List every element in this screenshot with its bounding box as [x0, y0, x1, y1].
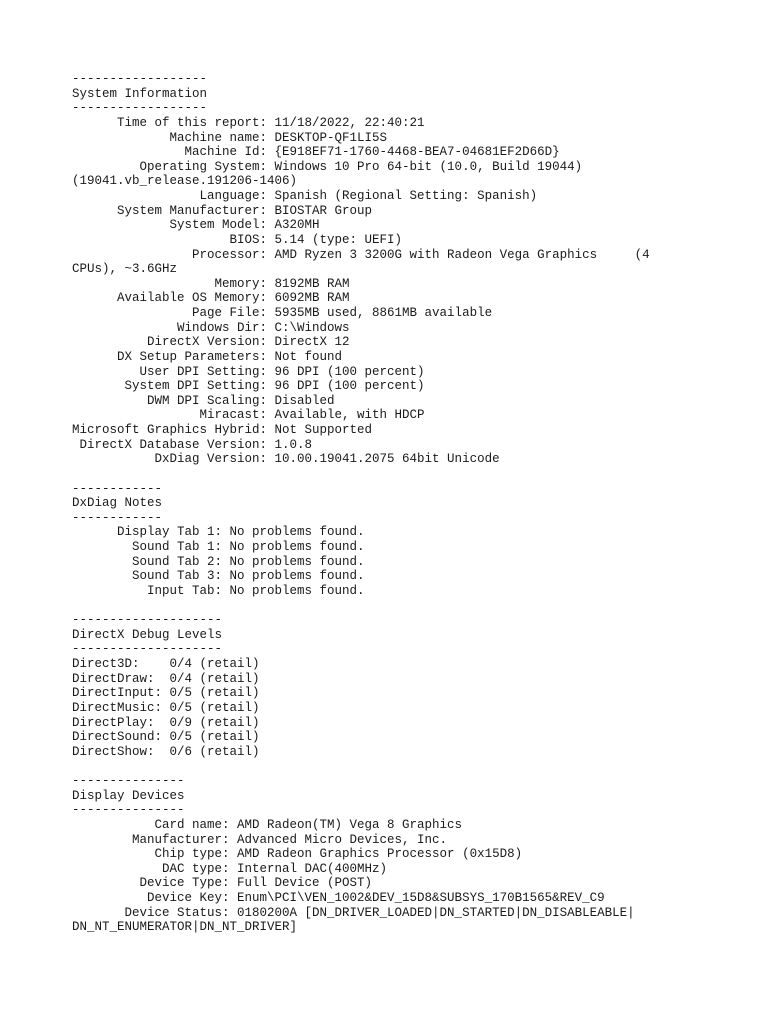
report-line: Sound Tab 1: No problems found.	[72, 540, 365, 554]
report-line: Processor: AMD Ryzen 3 3200G with Radeon Vega Graphics (4	[72, 247, 650, 262]
report-line: --------------------	[72, 642, 223, 657]
report-line: DWM DPI Scaling: Disabled	[72, 393, 335, 408]
report-line: Input Tab: No problems found.	[72, 583, 365, 598]
report-line: Microsoft Graphics Hybrid: Not Supported	[72, 423, 373, 437]
report-line: Available OS Memory: 6092MB RAM	[72, 291, 350, 306]
report-line: Page File: 5935MB used, 8861MB available	[72, 306, 493, 320]
report-line: System Manufacturer: BIOSTAR Group	[72, 203, 373, 218]
report-line: Display Devices	[72, 788, 185, 803]
report-line: Windows Dir: C:\Windows	[72, 320, 350, 335]
report-line: Chip type: AMD Radeon Graphics Processor (0x15D8)	[72, 847, 523, 862]
report-line	[72, 599, 650, 614]
report-line: Device Status: 0180200A [DN_DRIVER_LOADED|DN_STARTED|DN_DISABLEABLE|	[72, 905, 635, 920]
report-line: ---------------	[72, 803, 185, 818]
report-line: Sound Tab 2: No problems found.	[72, 554, 365, 569]
report-line	[72, 467, 650, 482]
report-line: Direct3D: 0/4 (retail)	[72, 657, 260, 671]
report-line: Language: Spanish (Regional Setting: Spanish)	[72, 189, 538, 203]
report-line: ------------	[72, 510, 163, 525]
report-line: DxDiag Version: 10.00.19041.2075 64bit Unicode	[72, 452, 500, 467]
report-line: DirectX Database Version: 1.0.8	[72, 437, 313, 452]
report-line: User DPI Setting: 96 DPI (100 percent)	[72, 364, 425, 379]
report-line: Operating System: Windows 10 Pro 64-bit (10.0, Build 19044)	[72, 159, 583, 174]
report-line: DirectMusic: 0/5 (retail)	[72, 700, 260, 715]
report-line: ---------------	[72, 774, 185, 788]
report-line: Device Type: Full Device (POST)	[72, 876, 373, 891]
report-line: DirectDraw: 0/4 (retail)	[72, 671, 260, 686]
dxdiag-report-text	[72, 72, 650, 935]
report-line: Machine Id: {E918EF71-1760-4468-BEA7-04681EF2D66D}	[72, 145, 560, 160]
report-line: DirectShow: 0/6 (retail)	[72, 744, 260, 759]
report-line: DirectPlay: 0/9 (retail)	[72, 715, 260, 730]
report-line: DirectSound: 0/5 (retail)	[72, 730, 260, 745]
report-line: Machine name: DESKTOP-QF1LI5S	[72, 130, 388, 145]
report-line: --------------------	[72, 613, 223, 628]
report-line: DirectX Debug Levels	[72, 627, 223, 642]
report-line: Display Tab 1: No problems found.	[72, 525, 365, 540]
report-line: Sound Tab 3: No problems found.	[72, 569, 365, 584]
report-line: DxDiag Notes	[72, 496, 163, 511]
report-line: ------------------	[72, 72, 208, 86]
report-line: Device Key: Enum\PCI\VEN_1002&DEV_15D8&SUBSYS_170B1565&REV_C9	[72, 891, 605, 905]
report-line: DAC type: Internal DAC(400MHz)	[72, 861, 388, 876]
report-line: System Model: A320MH	[72, 218, 320, 233]
report-line: Time of this report: 11/18/2022, 22:40:21	[72, 115, 425, 130]
report-line: Card name: AMD Radeon(TM) Vega 8 Graphics	[72, 817, 463, 832]
report-line: DirectX Version: DirectX 12	[72, 335, 350, 350]
report-line: DirectInput: 0/5 (retail)	[72, 686, 260, 701]
report-line: System DPI Setting: 96 DPI (100 percent)	[72, 379, 425, 394]
report-line: CPUs), ~3.6GHz	[72, 262, 178, 277]
report-line: (19041.vb_release.191206-1406)	[72, 174, 298, 189]
report-line: DX Setup Parameters: Not found	[72, 349, 343, 364]
report-line: Manufacturer: Advanced Micro Devices, Inc.	[72, 832, 448, 847]
report-line: DN_NT_ENUMERATOR|DN_NT_DRIVER]	[72, 920, 298, 935]
report-line: ------------------	[72, 101, 208, 116]
report-line: System Information	[72, 86, 208, 101]
report-line: Memory: 8192MB RAM	[72, 276, 350, 291]
report-line	[72, 759, 650, 774]
report-line: ------------	[72, 481, 163, 496]
report-line: Miracast: Available, with HDCP	[72, 408, 425, 423]
report-line: BIOS: 5.14 (type: UEFI)	[72, 232, 403, 247]
